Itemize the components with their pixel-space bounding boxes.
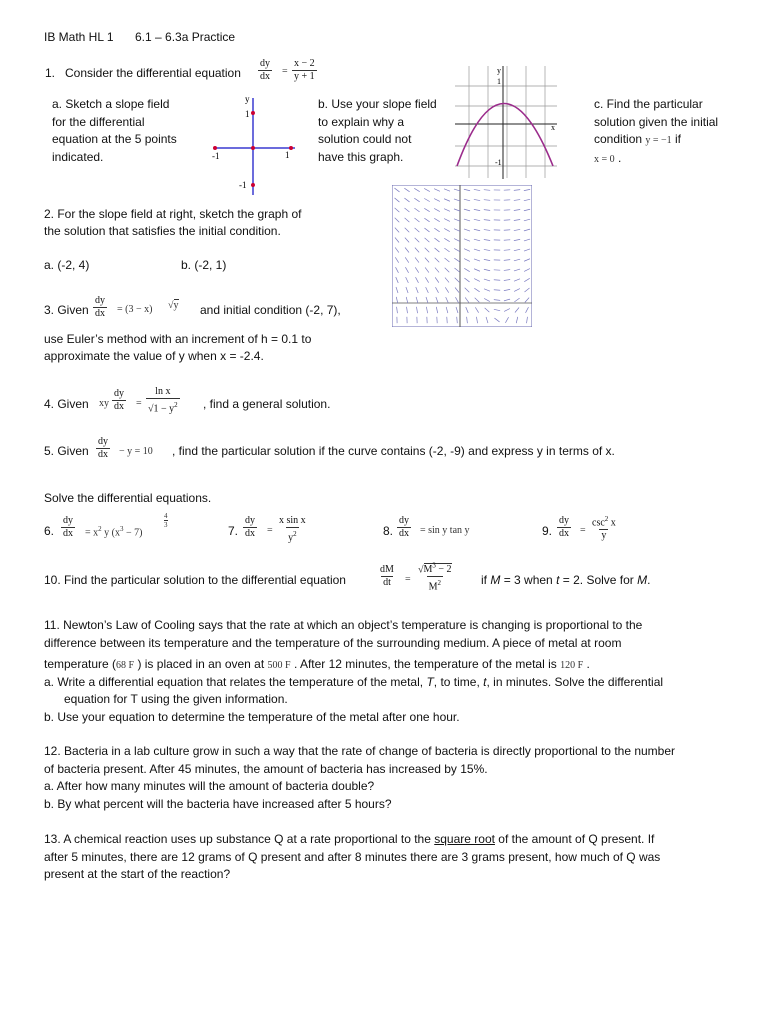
q1c-text: c. Find the particular solution given the initial condition y = −1 if x = 0 .: [594, 97, 719, 165]
q11-line3: temperature (68 F ) is placed in an oven at 500 F . After 12 minutes, the temperature of the metal is 120 F .: [44, 657, 590, 671]
q4-xy: xy: [99, 398, 109, 409]
q1b-tick-1: 1: [497, 77, 501, 86]
q7-dydx: $\frac{dy}{dx}$: [245, 515, 255, 539]
q3-dydx: $\frac{dy}{dx}$: [95, 295, 105, 319]
q4-equals: =: [136, 398, 142, 409]
q3-sqrt: √y: [168, 300, 179, 311]
q1-dydx: $\frac{dy}{dx}$: [260, 58, 270, 82]
q7-rhs: $\frac{\text{x sin x}}{y^2}$: [279, 515, 306, 544]
q11-line1: 11. Newton’s Law of Cooling says that the rate at which an object’s temperature is changing is proportional to the: [44, 618, 643, 632]
q7-equals: =: [267, 525, 273, 536]
q4-tail: , find a general solution.: [203, 397, 331, 411]
q2-text: 2. For the slope field at right, sketch the graph of the solution that satisfies the initial condition.: [44, 207, 302, 238]
q10-rhs: $\frac{√M^3 - 2}{M^2}$: [418, 562, 452, 593]
q1b-text: b. Use your slope field to explain why a solution could not have this graph.: [318, 97, 437, 164]
q9-number: 9.: [542, 524, 553, 538]
q2-a: a. (-2, 4): [44, 258, 90, 272]
q1-text: Consider the differential equation: [65, 66, 241, 80]
q6-dydx: $\frac{dy}{dx}$: [63, 515, 73, 539]
q4-rhs: $\frac{\text{ln x}}{√1 - y^2}$: [148, 386, 178, 415]
q11-line2: difference between its temperature and the temperature of the surrounding medium. A piece of metal at room: [44, 636, 622, 650]
q1b-tick-neg1: -1: [495, 158, 502, 167]
q1b-y-label: y: [497, 66, 501, 75]
q6-rhs: = $x^2$ y $(x^3 - 7)$: [85, 525, 143, 539]
q3-tail: and initial condition (-2, 7),: [200, 303, 341, 317]
q3-body: use Euler’s method with an increment of h = 0.1 to approximate the value of y when x = -2.4.: [44, 332, 312, 363]
q9-equals: =: [580, 525, 586, 536]
q1b-x-label: x: [551, 123, 555, 132]
q1a-tick-1: 1: [245, 109, 250, 119]
q7-number: 7.: [228, 524, 239, 538]
q4-dydx: $\frac{dy}{dx}$: [114, 388, 124, 412]
q9-rhs: $\csc^2 x$ y: [592, 515, 616, 542]
q1a-axes: [205, 90, 300, 200]
q8-number: 8.: [383, 524, 394, 538]
course-title: IB Math HL 1: [44, 30, 114, 44]
q11-a: a. Write a differential equation that relates the temperature of the metal, T, to time, t, in minutes. Solve the differential: [44, 675, 664, 689]
q6-exponent: 4 3: [164, 512, 168, 529]
q8-rhs: = sin y tan y: [420, 525, 470, 536]
q11-a2: equation for T using the given information.: [64, 692, 288, 706]
q1a-y-label: y: [245, 94, 250, 104]
q4-given: 4. Given: [44, 397, 89, 411]
q1-number: 1.: [45, 66, 56, 80]
section-title: 6.1 – 6.3a Practice: [135, 30, 236, 44]
q13-text: 13. A chemical reaction uses up substance Q at a rate proportional to the square root of the amount of Q present. If after 5 minutes, there are 12 grams of Q present and after 8 minutes there are 3 grams present, how much of Q was present at the start of the reaction?: [44, 832, 661, 881]
slope-field: [392, 185, 532, 327]
q5-mid: − y = 10: [119, 446, 153, 457]
q5-dydx: $\frac{dy}{dx}$: [98, 436, 108, 460]
q5-tail: , find the particular solution if the curve contains (-2, -9) and express y in terms of x.: [172, 444, 615, 458]
q11-b: b. Use your equation to determine the temperature of the metal after one hour.: [44, 710, 460, 724]
q1a-tick-neg1: -1: [212, 151, 220, 161]
q1a-tick-neg1y: -1: [239, 180, 247, 190]
q1-rhs: $\frac{x - 2}{y + 1}$: [294, 58, 315, 82]
q1a-text: a. Sketch a slope field for the differential equation at the 5 points indicated.: [52, 97, 177, 164]
q1-equals: =: [282, 66, 288, 77]
q1b-graph: [455, 66, 558, 180]
q3-rhs: = (3 − x): [117, 304, 153, 315]
q5-given: 5. Given: [44, 444, 89, 458]
q1a-tick-1x: 1: [285, 150, 290, 160]
solve-heading: Solve the differential equations.: [44, 491, 212, 505]
q9-dydx: $\frac{dy}{dx}$: [559, 515, 569, 539]
q8-dydx: $\frac{dy}{dx}$: [399, 515, 409, 539]
q10-equals: =: [405, 574, 411, 585]
q6-number: 6.: [44, 524, 55, 538]
q12-text: 12. Bacteria in a lab culture grow in such a way that the rate of change of bacteria is directly proportional to the number of bacteria present. After 45 minutes, the amount of bacteria has increased by 15%. a. After how many minutes will the amount of bacteria double? b. By what percent will the bacteria have increased after 5 hours?: [44, 744, 676, 811]
q10-tail: if M = 3 when t = 2. Solve for M.: [481, 573, 651, 587]
q10-dmdt: $\frac{dM}{dt}$: [380, 564, 394, 588]
q3-given: 3. Given: [44, 303, 89, 317]
q2-b: b. (-2, 1): [181, 258, 227, 272]
q10-text: 10. Find the particular solution to the differential equation: [44, 573, 346, 587]
